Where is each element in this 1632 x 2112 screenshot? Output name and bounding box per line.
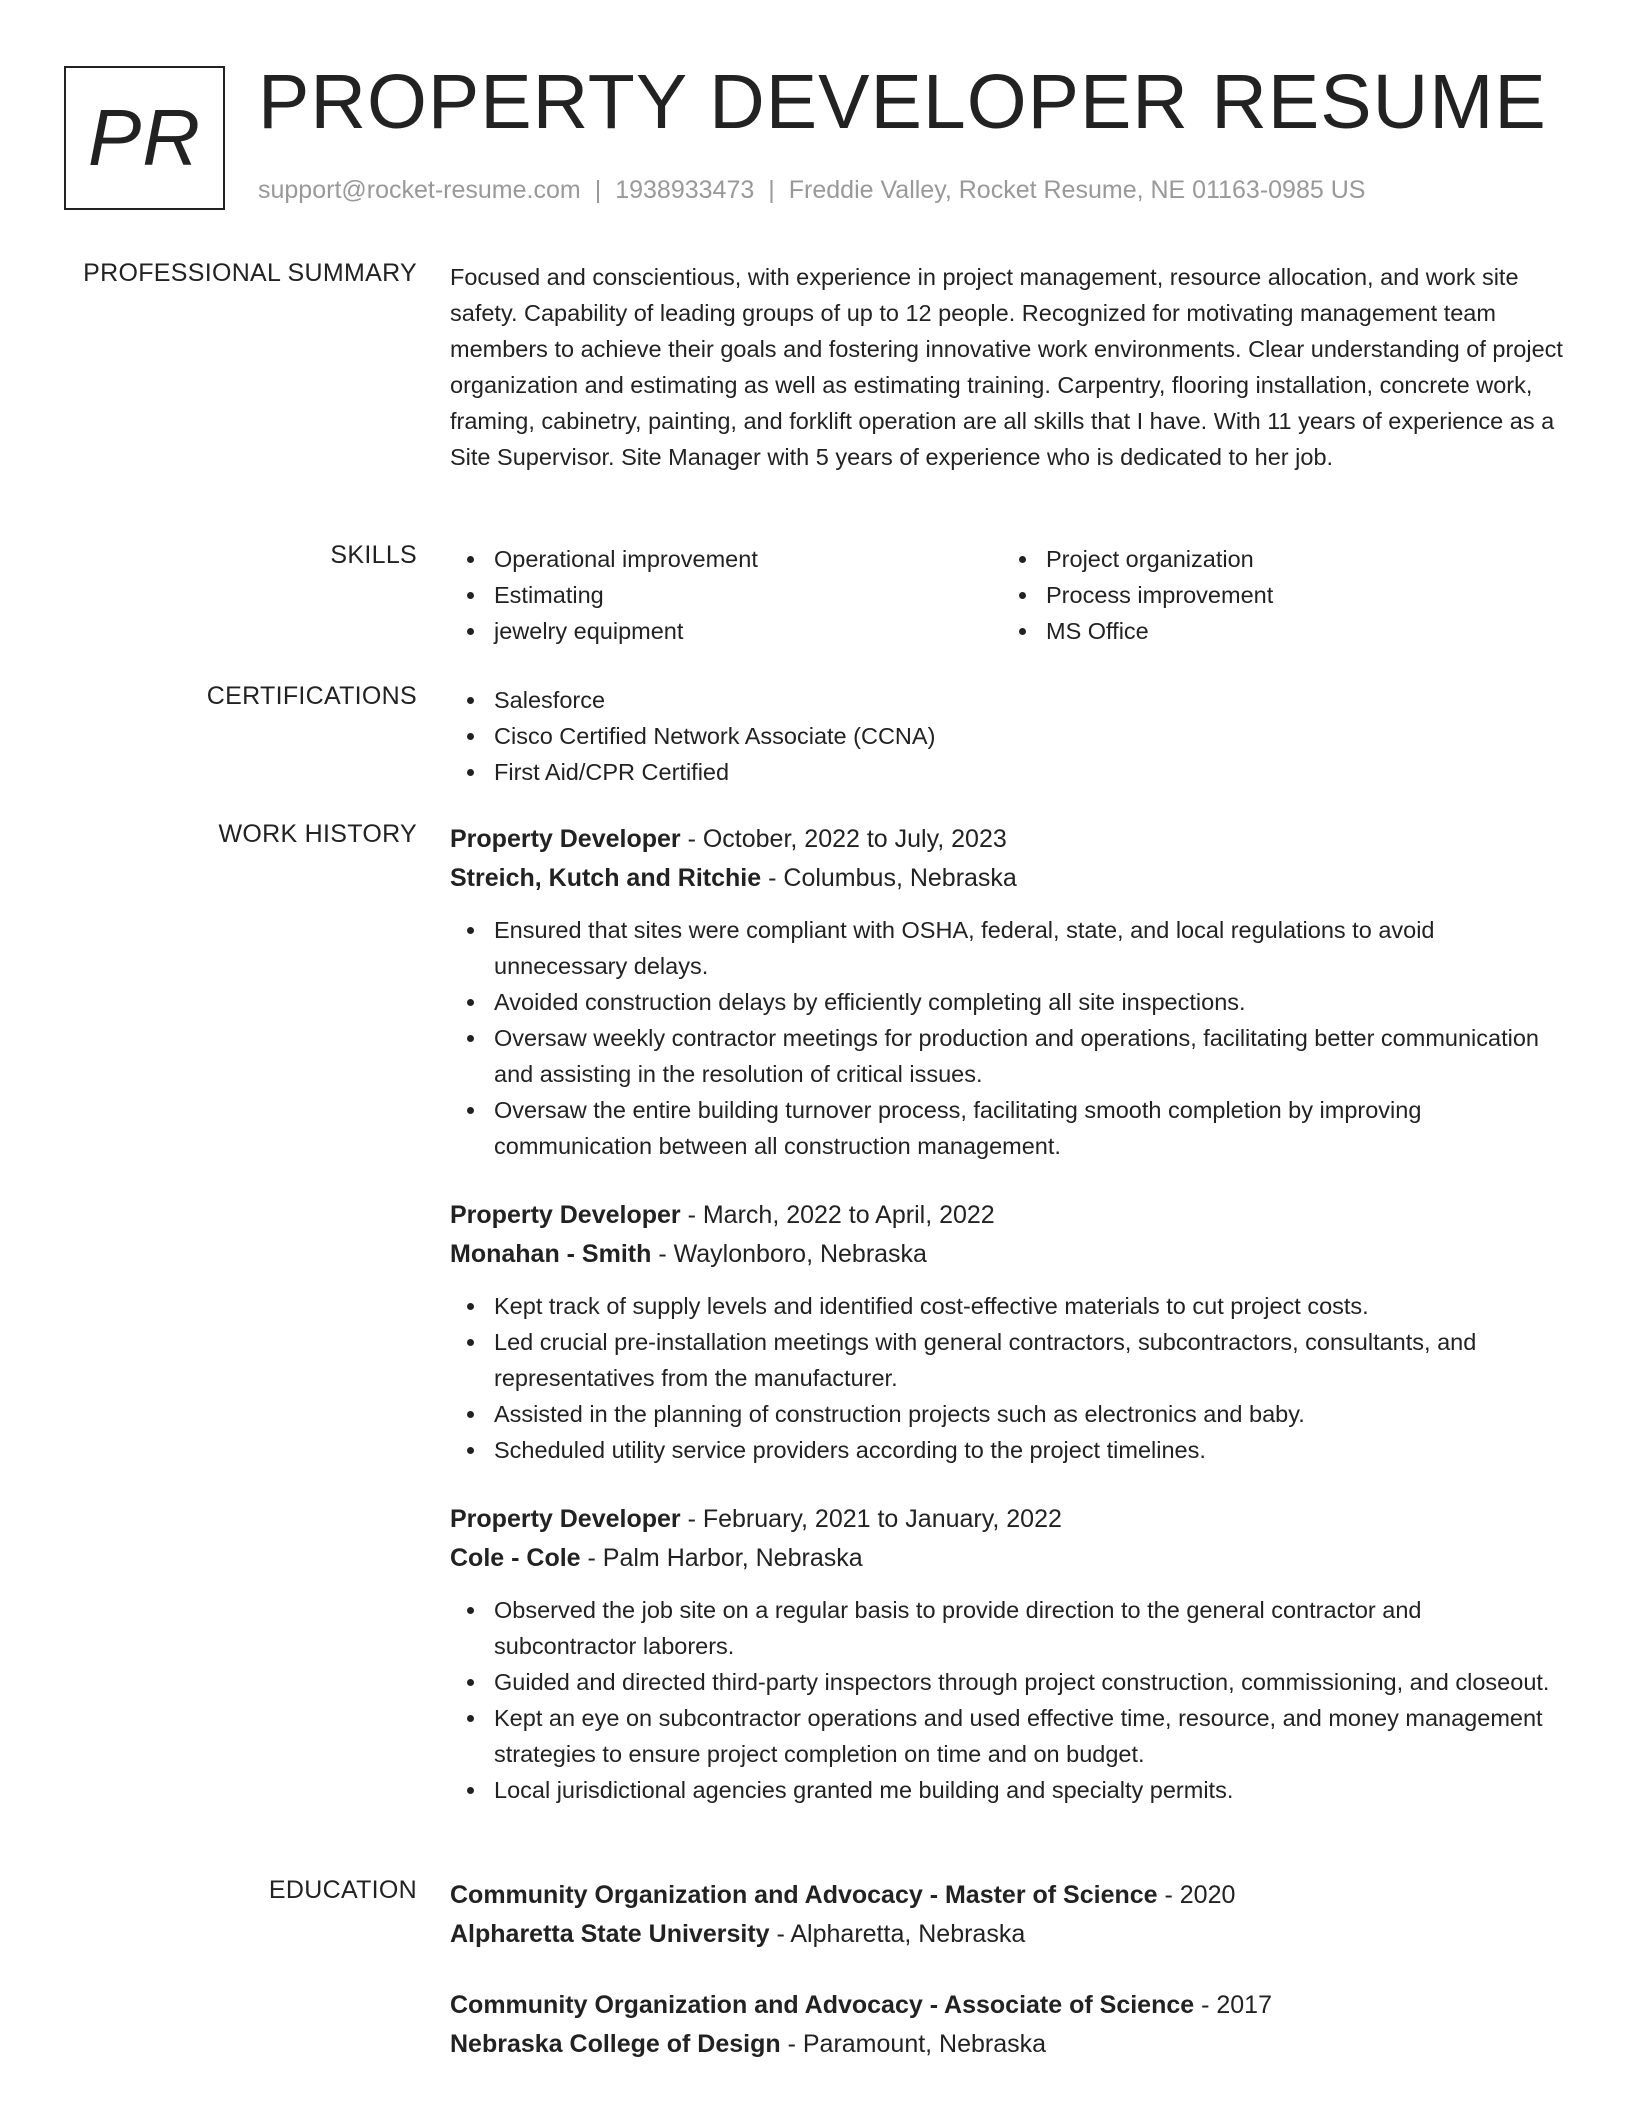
job-bullet: Kept an eye on subcontractor operations and used effective time, resource, and money management strategies to ensure project completion on time and on budget. (450, 1700, 1570, 1772)
skill-item: MS Office (1002, 613, 1554, 649)
contact-line (258, 176, 1365, 205)
job-title-line (450, 820, 1570, 859)
job-location: - Columbus, Nebraska (761, 864, 1017, 892)
summary-text: Focused and conscientious, with experience in project management, resource allocation, and work site safety. Capability of leading groups of up to 12 people. Recognized for motivating management team members to achieve their goals and fostering innovative work environments. Clear understanding of project organization and estimating as well as estimating training. Carpentry, flooring installation, concrete work, framing, cabinetry, painting, and forklift operation are all skills that I have. With 11 years of experience as a Site Supervisor. Site Manager with 5 years of experience who is dedicated to her job. (450, 264, 1563, 470)
contact-email: support@rocket-resume.com (258, 176, 581, 204)
job-company: Monahan - Smith (450, 1240, 652, 1268)
job-company-line (450, 859, 1570, 898)
job-location: - Palm Harbor, Nebraska (580, 1544, 863, 1572)
certification-item: First Aid/CPR Certified (450, 754, 1570, 790)
education-location: - Paramount, Nebraska (780, 2030, 1047, 2058)
education-body (450, 1876, 1570, 2058)
education-year: - 2017 (1194, 1991, 1272, 2019)
skills-column-2 (1002, 541, 1554, 649)
skill-item: Project organization (1002, 541, 1554, 577)
contact-separator: | (594, 176, 602, 204)
job-dates: - February, 2021 to January, 2022 (680, 1505, 1062, 1533)
job-bullets (450, 912, 1570, 1164)
job-company: Streich, Kutch and Ritchie (450, 864, 762, 892)
job-title-line (450, 1500, 1570, 1539)
job-title: Property Developer (450, 1201, 681, 1229)
education-degree: Community Organization and Advocacy - Associate of Science (450, 1991, 1195, 2019)
job-location: - Waylonboro, Nebraska (651, 1240, 927, 1268)
skills-label: SKILLS (330, 541, 417, 569)
education-school-line (450, 1915, 1570, 1954)
education-entry (450, 1986, 1570, 2064)
certifications-body (450, 682, 1570, 790)
job-bullet: Kept track of supply levels and identified cost-effective materials to cut project costs. (450, 1288, 1570, 1324)
job-bullets (450, 1288, 1570, 1468)
skills-column-1 (450, 541, 1002, 649)
certification-item: Cisco Certified Network Associate (CCNA) (450, 718, 1570, 754)
job-entry (450, 820, 1570, 1164)
job-entry (450, 1500, 1570, 1808)
job-bullet: Oversaw the entire building turnover process, facilitating smooth completion by improving communication between all construction management. (450, 1092, 1570, 1164)
job-company-line (450, 1539, 1570, 1578)
education-school: Alpharetta State University (450, 1920, 770, 1948)
job-bullet: Avoided construction delays by efficiently completing all site inspections. (450, 984, 1570, 1020)
job-title: Property Developer (450, 825, 681, 853)
job-bullet: Led crucial pre-installation meetings with general contractors, subcontractors, consultants, and representatives from the manufacturer. (450, 1324, 1570, 1396)
job-bullet: Local jurisdictional agencies granted me building and specialty permits. (450, 1772, 1570, 1808)
contact-phone: 1938933473 (615, 176, 755, 204)
contact-address: Freddie Valley, Rocket Resume, NE 01163-0985 US (788, 176, 1366, 204)
certifications-label: CERTIFICATIONS (206, 682, 417, 710)
education-school: Nebraska College of Design (450, 2030, 781, 2058)
job-title: Property Developer (450, 1505, 681, 1533)
skill-item: Estimating (450, 577, 1002, 613)
job-bullet: Scheduled utility service providers according to the project timelines. (450, 1432, 1570, 1468)
work-history-label: WORK HISTORY (218, 820, 417, 848)
education-location: - Alpharetta, Nebraska (769, 1920, 1026, 1948)
job-dates: - March, 2022 to April, 2022 (680, 1201, 995, 1229)
job-bullet: Guided and directed third-party inspectors through project construction, commissioning, and closeout. (450, 1664, 1570, 1700)
certifications-list (450, 682, 1570, 790)
job-bullets (450, 1592, 1570, 1808)
job-bullet: Assisted in the planning of construction projects such as electronics and baby. (450, 1396, 1570, 1432)
education-school-line (450, 2025, 1570, 2064)
job-title-line (450, 1196, 1570, 1235)
education-degree-line (450, 1986, 1570, 2025)
job-bullet: Oversaw weekly contractor meetings for production and operations, facilitating better communication and assisting in the resolution of critical issues. (450, 1020, 1570, 1092)
skill-item: Process improvement (1002, 577, 1554, 613)
job-entry (450, 1196, 1570, 1468)
job-company-line (450, 1235, 1570, 1274)
job-dates: - October, 2022 to July, 2023 (680, 825, 1007, 853)
education-label: EDUCATION (268, 1876, 417, 1904)
education-degree-line (450, 1876, 1570, 1915)
job-company: Cole - Cole (450, 1544, 581, 1572)
skills-grid (450, 541, 1570, 649)
job-bullet: Ensured that sites were compliant with OSHA, federal, state, and local regulations to avoid unnecessary delays. (450, 912, 1570, 984)
education-degree: Community Organization and Advocacy - Master of Science (450, 1881, 1158, 1909)
monogram: PR (64, 66, 225, 210)
certification-item: Salesforce (450, 682, 1570, 718)
skill-item: jewelry equipment (450, 613, 1002, 649)
summary-label: PROFESSIONAL SUMMARY (83, 259, 417, 287)
work-history-body (450, 820, 1570, 1803)
job-bullet: Observed the job site on a regular basis to provide direction to the general contractor and subcontractor laborers. (450, 1592, 1570, 1664)
education-entry (450, 1876, 1570, 1954)
education-year: - 2020 (1157, 1881, 1236, 1909)
contact-separator: | (768, 176, 775, 204)
page-title: PROPERTY DEVELOPER RESUME (258, 59, 1547, 145)
skill-item: Operational improvement (450, 541, 1002, 577)
